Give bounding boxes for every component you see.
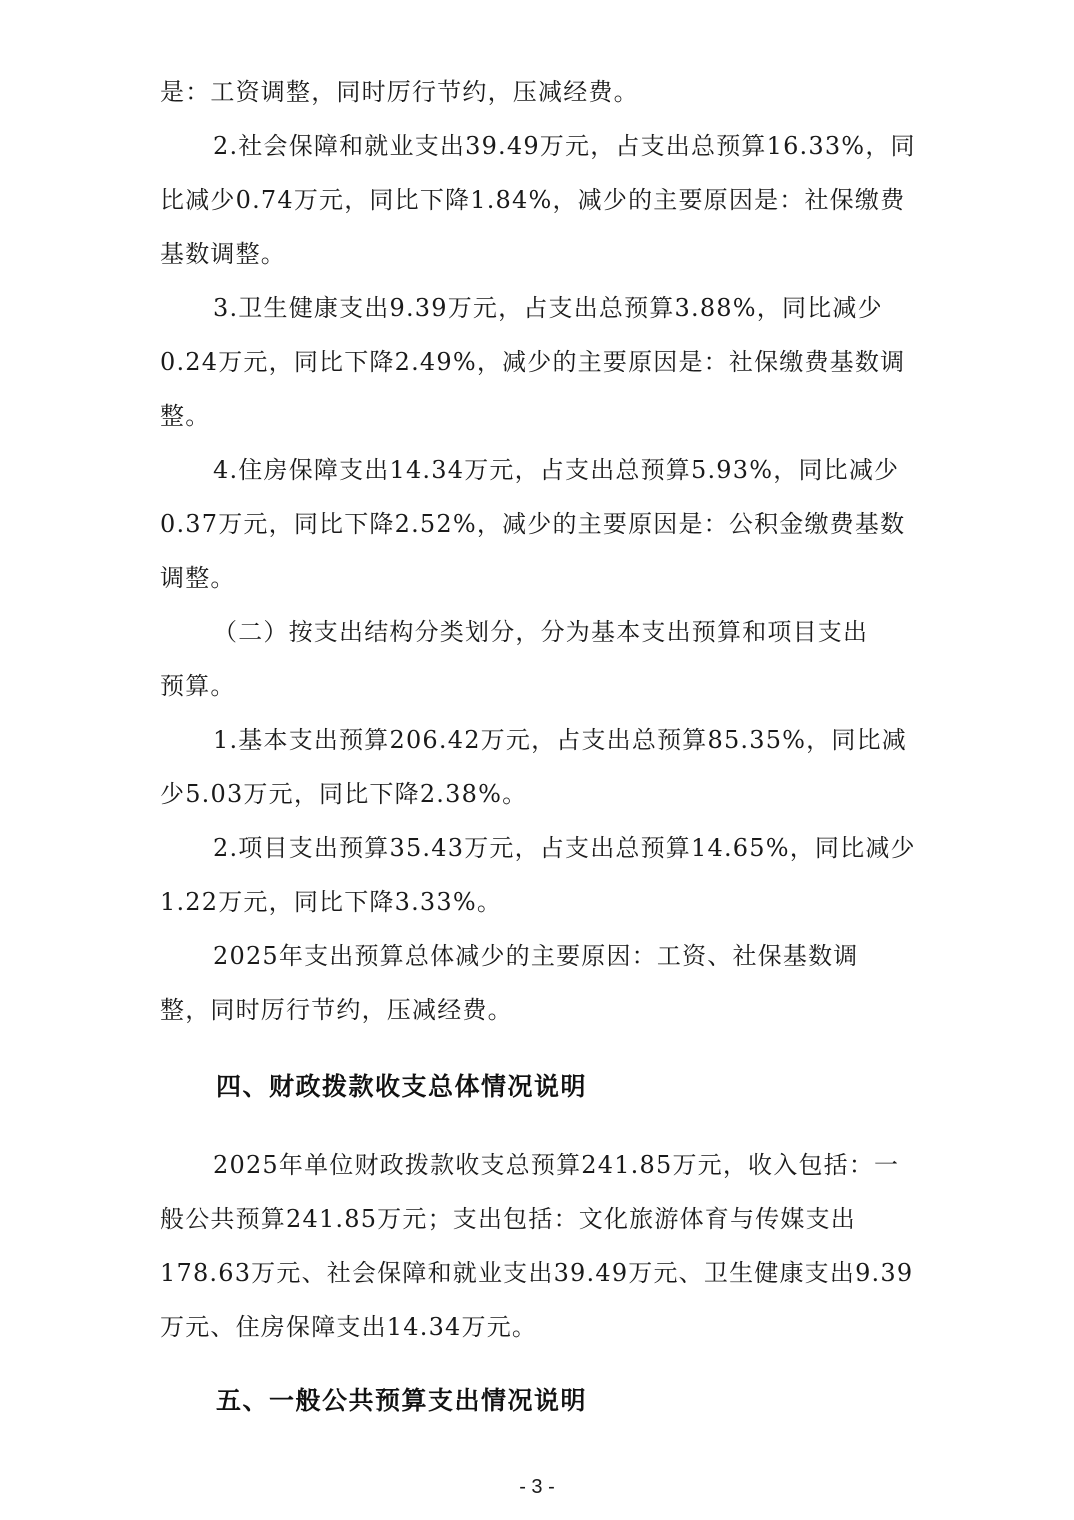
paragraph-line: 1.基本支出预算206.42万元，占支出总预算85.35%，同比减	[213, 726, 907, 754]
paragraph-line: 0.24万元，同比下降2.49%，减少的主要原因是：社保缴费基数调	[160, 348, 906, 376]
paragraph-line: 基数调整。	[160, 240, 286, 268]
paragraph-line: 3.卫生健康支出9.39万元，占支出总预算3.88%，同比减少	[213, 294, 883, 322]
paragraph-line: 2.项目支出预算35.43万元，占支出总预算14.65%，同比减少	[213, 834, 916, 862]
paragraph-line: 整。	[160, 402, 211, 430]
paragraph-line: 是：工资调整，同时厉行节约，压减经费。	[160, 78, 639, 106]
paragraph-line: 少5.03万元，同比下降2.38%。	[160, 780, 528, 808]
paragraph-line: 1.22万元，同比下降3.33%。	[160, 888, 503, 916]
paragraph-line: 般公共预算241.85万元；支出包括：文化旅游体育与传媒支出	[160, 1205, 856, 1233]
paragraph-line: 预算。	[160, 672, 236, 700]
page-number: - 3 -	[519, 1476, 555, 1498]
paragraph-line: 万元、住房保障支出14.34万元。	[160, 1313, 538, 1341]
paragraph-line: 调整。	[160, 564, 236, 592]
paragraph-line: 178.63万元、社会保障和就业支出39.49万元、卫生健康支出9.39	[160, 1259, 914, 1287]
paragraph-line: 整，同时厉行节约，压减经费。	[160, 996, 513, 1024]
paragraph-line: 比减少0.74万元，同比下降1.84%，减少的主要原因是：社保缴费	[160, 186, 906, 214]
section-heading: 四、财政拨款收支总体情况说明	[216, 1072, 588, 1101]
paragraph-line: 2025年单位财政拨款收支总预算241.85万元，收入包括：一	[213, 1151, 900, 1179]
paragraph-line: 4.住房保障支出14.34万元，占支出总预算5.93%，同比减少	[213, 456, 900, 484]
paragraph-line: 2.社会保障和就业支出39.49万元，占支出总预算16.33%，同	[213, 132, 916, 160]
paragraph-line: 2025年支出预算总体减少的主要原因：工资、社保基数调	[213, 942, 859, 970]
paragraph-line: （二）按支出结构分类划分，分为基本支出预算和项目支出	[213, 618, 869, 646]
paragraph-line: 0.37万元，同比下降2.52%，减少的主要原因是：公积金缴费基数	[160, 510, 906, 538]
section-heading: 五、一般公共预算支出情况说明	[216, 1386, 588, 1415]
